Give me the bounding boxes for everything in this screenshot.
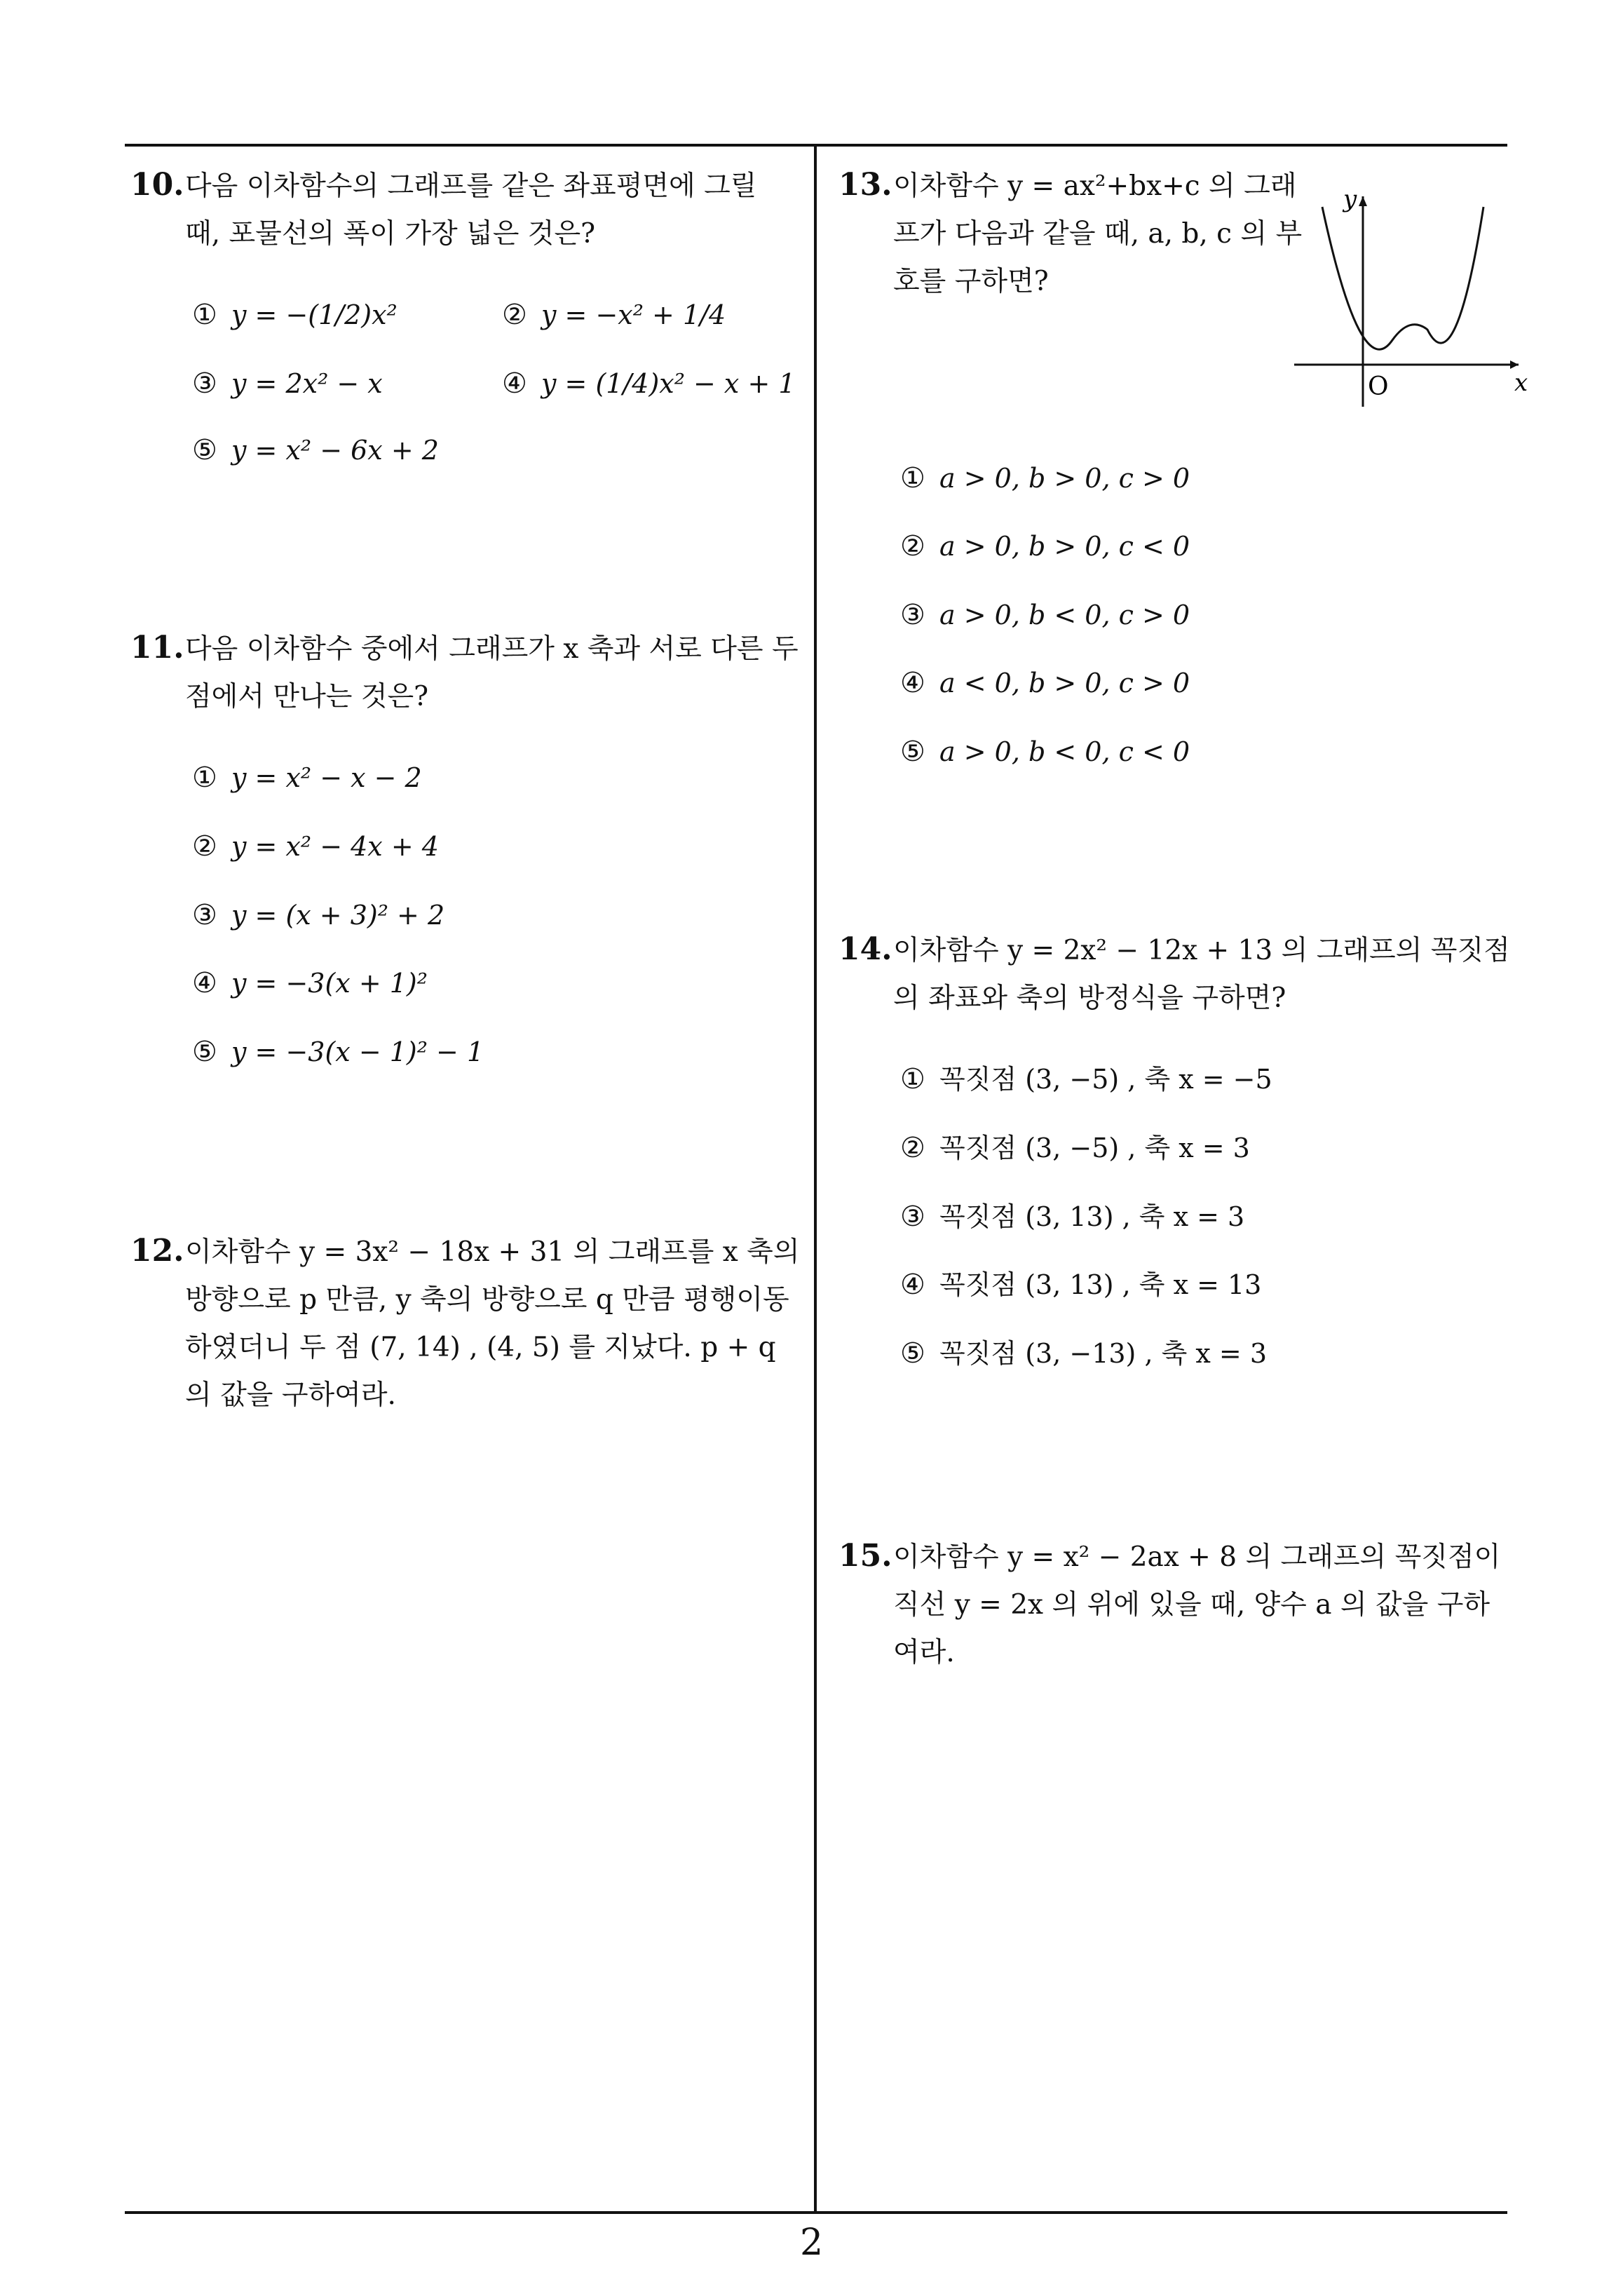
q13-parabola-graph bbox=[1287, 175, 1526, 414]
question-12-text: 이차함수 y = 3x² − 18x + 31 의 그래프를 x 축의 방향으로 p 만큼, y 축의 방향으로 q 만큼 평행이동하였더니 두 점 (7, 14) , (4, 5) 를 지났다. p + q 의 값을 구하여라. bbox=[185, 1236, 800, 1411]
choice-mark: ④ bbox=[900, 1269, 925, 1301]
choice-mark: ② bbox=[900, 1132, 925, 1164]
choice-text: 꼭짓점 (3, −5) , 축 x = 3 bbox=[939, 1133, 1250, 1163]
question-11-number: 11. bbox=[130, 630, 184, 666]
choice-text: y = −3(x − 1)² − 1 bbox=[231, 1036, 484, 1067]
page-number: 2 bbox=[799, 2222, 824, 2264]
choice-mark: ④ bbox=[900, 667, 925, 699]
question-14 bbox=[838, 926, 1512, 1417]
question-14-number: 14. bbox=[838, 931, 892, 967]
choice-text: y = (1/4)x² − x + 1 bbox=[541, 368, 796, 399]
question-11 bbox=[130, 624, 800, 1255]
q14-choice-3[interactable] bbox=[900, 1198, 1244, 1236]
q11-choice-4[interactable] bbox=[192, 964, 428, 1002]
choice-mark: ② bbox=[502, 299, 527, 331]
question-15-stem bbox=[838, 1532, 1512, 1677]
choice-mark: ③ bbox=[192, 899, 217, 931]
choice-text: y = x² − 6x + 2 bbox=[231, 435, 439, 466]
q11-choice-3[interactable] bbox=[192, 896, 444, 934]
choice-mark: ⑤ bbox=[900, 1337, 925, 1370]
choice-text: 꼭짓점 (3, 13) , 축 x = 13 bbox=[939, 1269, 1262, 1300]
choice-text: 꼭짓점 (3, −13) , 축 x = 3 bbox=[939, 1338, 1268, 1369]
column-divider bbox=[814, 144, 817, 2214]
bottom-rule bbox=[125, 2211, 1507, 2214]
y-axis-label: y bbox=[1343, 185, 1357, 213]
question-10-stem bbox=[130, 161, 800, 258]
choice-text: y = −x² + 1/4 bbox=[541, 299, 726, 330]
question-15-number: 15. bbox=[838, 1538, 892, 1574]
q14-choice-2[interactable] bbox=[900, 1129, 1250, 1167]
choice-mark: ① bbox=[900, 462, 925, 494]
question-11-text: 다음 이차함수 중에서 그래프가 x 축과 서로 다른 두 점에서 만나는 것은? bbox=[185, 633, 799, 713]
choice-mark: ③ bbox=[900, 599, 925, 631]
question-12-stem bbox=[130, 1227, 800, 1419]
question-13-number: 13. bbox=[838, 167, 892, 203]
q10-choice-5[interactable] bbox=[192, 431, 439, 469]
choice-mark: ① bbox=[900, 1063, 925, 1095]
origin-label: O bbox=[1368, 372, 1389, 401]
choice-text: y = x² − 4x + 4 bbox=[231, 831, 439, 862]
choice-mark: ① bbox=[192, 762, 217, 794]
question-14-text: 이차함수 y = 2x² − 12x + 13 의 그래프의 꼭짓점의 좌표와 축의 방정식을 구하면? bbox=[893, 935, 1510, 1014]
q14-choice-4[interactable] bbox=[900, 1266, 1261, 1304]
q13-choice-3[interactable] bbox=[900, 596, 1190, 634]
question-10 bbox=[130, 161, 800, 484]
q11-choice-2[interactable] bbox=[192, 828, 439, 865]
choice-mark: ④ bbox=[192, 967, 217, 999]
choice-text: y = −(1/2)x² bbox=[231, 299, 398, 330]
q13-choice-1[interactable] bbox=[900, 459, 1190, 497]
question-15-text: 이차함수 y = x² − 2ax + 8 의 그래프의 꼭짓점이 직선 y = 2x 의 위에 있을 때, 양수 a 의 값을 구하여라. bbox=[893, 1541, 1501, 1668]
q10-choice-4[interactable] bbox=[502, 365, 796, 403]
choice-mark: ⑤ bbox=[192, 1036, 217, 1068]
y-axis-arrow bbox=[1359, 196, 1367, 206]
choice-text: y = x² − x − 2 bbox=[231, 762, 422, 793]
question-10-text: 다음 이차함수의 그래프를 같은 좌표평면에 그릴 때, 포물선의 폭이 가장 넓은 것은? bbox=[185, 170, 757, 250]
q14-choice-5[interactable] bbox=[900, 1335, 1267, 1372]
choice-mark: ⑤ bbox=[192, 434, 217, 466]
choice-text: 꼭짓점 (3, −5) , 축 x = −5 bbox=[939, 1064, 1272, 1095]
question-14-stem bbox=[838, 926, 1512, 1022]
question-15 bbox=[838, 1532, 1512, 1673]
x-axis-label: x bbox=[1514, 369, 1528, 397]
question-13-stem bbox=[838, 161, 1314, 306]
choice-text: y = (x + 3)² + 2 bbox=[231, 900, 445, 931]
question-13-text: 이차함수 y = ax²+bx+c 의 그래프가 다음과 같을 때, a, b, c 의 부호를 구하면? bbox=[893, 170, 1303, 297]
choice-text: 꼭짓점 (3, 13) , 축 x = 3 bbox=[939, 1201, 1245, 1232]
choice-mark: ④ bbox=[502, 367, 527, 400]
q10-choice-3[interactable] bbox=[192, 365, 383, 403]
q14-choice-1[interactable] bbox=[900, 1060, 1272, 1098]
question-12-number: 12. bbox=[130, 1233, 184, 1269]
question-12 bbox=[130, 1227, 800, 1438]
q11-choice-1[interactable] bbox=[192, 759, 422, 797]
choice-mark: ③ bbox=[900, 1201, 925, 1233]
parabola-curve bbox=[1322, 207, 1483, 349]
choice-mark: ② bbox=[192, 830, 217, 863]
x-axis-arrow bbox=[1510, 360, 1519, 369]
choice-text: a > 0, b > 0, c < 0 bbox=[939, 531, 1190, 562]
choice-text: a < 0, b > 0, c > 0 bbox=[939, 668, 1190, 698]
choice-text: a > 0, b < 0, c > 0 bbox=[939, 600, 1190, 630]
choice-mark: ② bbox=[900, 530, 925, 562]
choice-mark: ③ bbox=[192, 367, 217, 400]
question-11-stem bbox=[130, 624, 800, 721]
question-10-number: 10. bbox=[130, 167, 184, 203]
q13-choice-2[interactable] bbox=[900, 527, 1190, 565]
choice-text: a > 0, b < 0, c < 0 bbox=[939, 736, 1190, 767]
choice-mark: ① bbox=[192, 299, 217, 331]
q13-choice-4[interactable] bbox=[900, 664, 1190, 702]
choice-mark: ⑤ bbox=[900, 736, 925, 768]
question-13 bbox=[838, 161, 1528, 792]
q11-choice-5[interactable] bbox=[192, 1033, 484, 1071]
q10-choice-2[interactable] bbox=[502, 296, 726, 334]
choice-text: a > 0, b > 0, c > 0 bbox=[939, 463, 1190, 494]
q10-choice-1[interactable] bbox=[192, 296, 398, 334]
choice-text: y = −3(x + 1)² bbox=[231, 968, 428, 999]
q13-choice-5[interactable] bbox=[900, 733, 1190, 771]
choice-text: y = 2x² − x bbox=[231, 368, 383, 399]
